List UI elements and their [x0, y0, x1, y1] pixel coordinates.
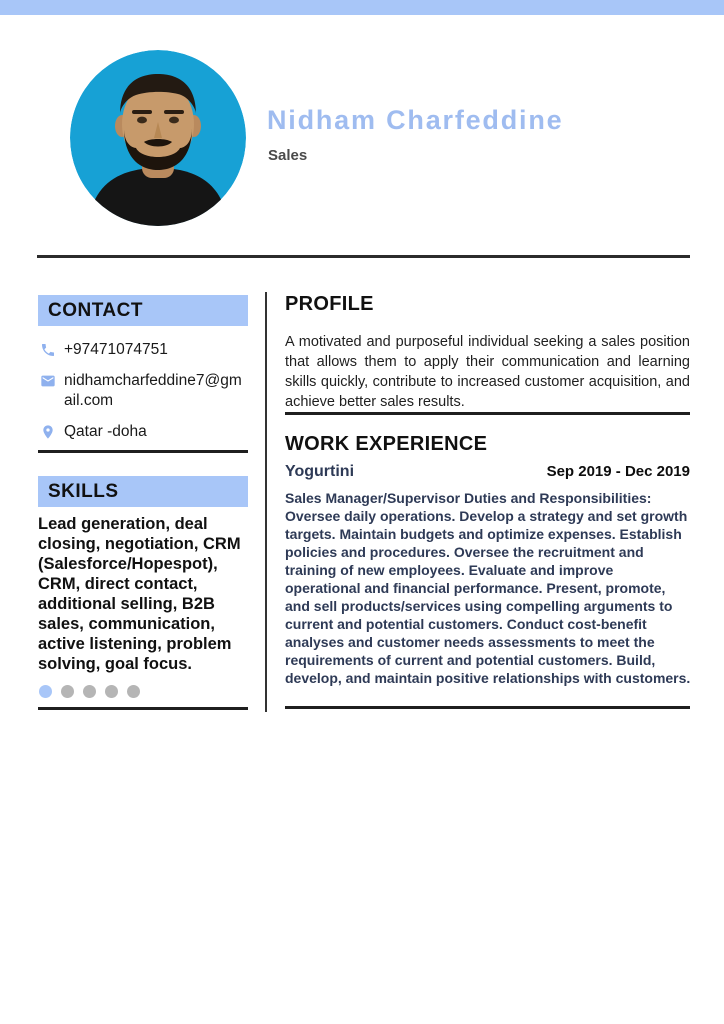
job-description: Sales Manager/Supervisor Duties and Responsibilities: Oversee daily operations. Develop a strategy and set growth targets. Maintain budgets and optimize expenses. Establish policies and procedures. Oversee the recruitment and training of new employees. Evaluate and improve operational and financial performance. Present, promote, and sell products/services using compelling arguments to current and potential customers. Conduct cost-benefit analyses and customer needs assessments to meet the requirements of current and potential customers. Build, develop, and maintain positive relationships with customers. [285, 490, 691, 686]
contact-section-heading: CONTACT [38, 295, 248, 326]
contact-row-location [38, 422, 248, 442]
pagination-dot[interactable] [61, 685, 74, 698]
job-company: Yogurtini [285, 463, 355, 480]
profile-photo [70, 50, 246, 226]
column-divider [265, 292, 267, 712]
contact-phone-value[interactable]: +97471074751 [64, 341, 168, 358]
contact-list [38, 340, 248, 453]
person-title: Sales [268, 147, 308, 164]
skills-section-heading: SKILLS [38, 476, 248, 507]
work-experience-section-heading: WORK EXPERIENCE [285, 433, 488, 455]
contact-email-value[interactable]: nidhamcharfeddine7@gmail.com [64, 372, 242, 409]
pagination-dot[interactable] [83, 685, 96, 698]
pagination-dot[interactable] [105, 685, 118, 698]
contact-row-phone [38, 340, 248, 360]
profile-text: A motivated and purposeful individual seeking a sales position that allows them to apply their communication and learning skills quickly, contribute to increased customer acquisition, and achieve better sales results. [285, 334, 690, 410]
skills-text: Lead generation, deal closing, negotiation, CRM (Salesforce/Hopespot), CRM, direct contact, additional selling, B2B sales, communication, active listening, problem solving, goal focus. [38, 515, 241, 673]
job-header-row [285, 463, 690, 481]
profile-photo-illustration [70, 50, 246, 226]
mail-icon [40, 373, 56, 389]
profile-divider [285, 412, 690, 415]
person-name: Nidham Charfeddine [267, 105, 564, 135]
location-icon [40, 424, 56, 440]
pagination-dot[interactable] [127, 685, 140, 698]
skills-pagination [39, 685, 140, 698]
top-accent-bar [0, 0, 724, 15]
skills-divider [38, 707, 248, 710]
work-experience-divider [285, 706, 690, 709]
pagination-dot[interactable] [39, 685, 52, 698]
header-divider [37, 255, 690, 258]
contact-location-value: Qatar -doha [64, 423, 147, 440]
contact-row-email [38, 371, 248, 411]
phone-icon [40, 342, 56, 358]
profile-section-heading: PROFILE [285, 293, 374, 315]
job-dates: Sep 2019 - Dec 2019 [546, 463, 690, 480]
contact-divider [38, 450, 248, 453]
